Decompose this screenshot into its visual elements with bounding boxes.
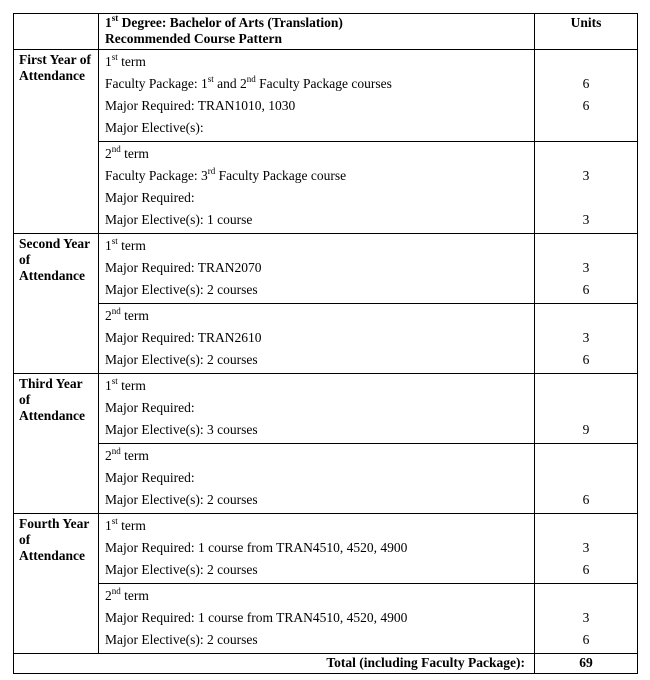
year-label: Third Year of Attendance xyxy=(14,374,99,514)
units-value: 3 xyxy=(582,610,590,625)
total-row xyxy=(14,654,638,674)
degree-title: 1st Degree: Bachelor of Arts (Translation) xyxy=(105,12,343,30)
units-cell xyxy=(535,444,638,514)
units-blank xyxy=(535,587,637,609)
units-value: 6 xyxy=(582,352,590,367)
term-row xyxy=(14,584,638,654)
course-line: Major Elective(s): 2 courses xyxy=(105,352,258,367)
units-value: 3 xyxy=(582,540,590,555)
course-line: Major Elective(s): 2 courses xyxy=(105,632,258,647)
units-cell xyxy=(535,584,638,654)
term-heading: 2nd term xyxy=(105,585,149,603)
units-value: 3 xyxy=(582,168,590,183)
units-blank xyxy=(535,447,637,469)
course-line: Major Required: xyxy=(105,470,195,485)
term-heading: 1st term xyxy=(105,515,146,533)
course-line: Faculty Package: 1st and 2nd Faculty Package courses xyxy=(105,73,392,91)
units-cell xyxy=(535,304,638,374)
units-value: 6 xyxy=(582,632,590,647)
units-blank xyxy=(535,517,637,539)
course-cell xyxy=(99,142,535,234)
table-body xyxy=(14,50,638,654)
term-row xyxy=(14,50,638,142)
units-value: 9 xyxy=(582,422,590,437)
course-line: Major Elective(s): 2 courses xyxy=(105,492,258,507)
units-blank xyxy=(535,307,637,329)
units-value xyxy=(535,189,637,211)
term-heading: 2nd term xyxy=(105,445,149,463)
course-cell xyxy=(99,374,535,444)
term-heading: 2nd term xyxy=(105,305,149,323)
header-title-cell xyxy=(99,14,535,50)
year-label: Second Year of Attendance xyxy=(14,234,99,374)
units-value: 6 xyxy=(582,98,590,113)
term-row xyxy=(14,304,638,374)
units-value xyxy=(535,469,637,491)
header-row xyxy=(14,14,638,50)
term-row xyxy=(14,514,638,584)
units-value: 6 xyxy=(582,562,590,577)
units-cell xyxy=(535,50,638,142)
course-line: Major Elective(s): 1 course xyxy=(105,212,253,227)
total-label: Total (including Faculty Package): xyxy=(14,654,535,674)
term-row xyxy=(14,374,638,444)
term-heading: 1st term xyxy=(105,235,146,253)
course-line: Major Required: TRAN2070 xyxy=(105,260,262,275)
units-value: 3 xyxy=(582,260,590,275)
term-row xyxy=(14,234,638,304)
units-cell xyxy=(535,234,638,304)
course-cell xyxy=(99,584,535,654)
term-row xyxy=(14,142,638,234)
course-line: Faculty Package: 3rd Faculty Package course xyxy=(105,165,347,183)
course-line: Major Required: TRAN2610 xyxy=(105,330,262,345)
course-line: Major Required: 1 course from TRAN4510, 4520, 4900 xyxy=(105,540,408,555)
units-blank xyxy=(535,377,637,399)
units-header: Units xyxy=(535,14,638,50)
course-line: Major Required: TRAN1010, 1030 xyxy=(105,98,296,113)
units-value: 6 xyxy=(582,282,590,297)
units-value xyxy=(535,399,637,421)
units-value: 3 xyxy=(582,212,590,227)
units-blank xyxy=(535,53,637,75)
course-cell xyxy=(99,50,535,142)
course-cell xyxy=(99,234,535,304)
units-value xyxy=(535,119,637,141)
term-heading: 2nd term xyxy=(105,143,149,161)
units-value: 6 xyxy=(582,76,590,91)
header-year-cell xyxy=(14,14,99,50)
units-blank xyxy=(535,237,637,259)
term-heading: 1st term xyxy=(105,375,146,393)
pattern-subtitle: Recommended Course Pattern xyxy=(105,31,282,46)
course-line: Major Required: 1 course from TRAN4510, 4520, 4900 xyxy=(105,610,408,625)
units-cell xyxy=(535,374,638,444)
course-line: Major Required: xyxy=(105,400,195,415)
units-cell xyxy=(535,142,638,234)
course-line: Major Elective(s): xyxy=(105,120,204,135)
course-line: Major Elective(s): 3 courses xyxy=(105,422,258,437)
course-cell xyxy=(99,444,535,514)
year-label: Fourth Year of Attendance xyxy=(14,514,99,654)
course-cell xyxy=(99,514,535,584)
year-label: First Year of Attendance xyxy=(14,50,99,234)
term-heading: 1st term xyxy=(105,51,146,69)
course-pattern-table xyxy=(13,13,638,674)
course-line: Major Elective(s): 2 courses xyxy=(105,562,258,577)
course-line: Major Elective(s): 2 courses xyxy=(105,282,258,297)
total-value: 69 xyxy=(535,654,638,674)
units-cell xyxy=(535,514,638,584)
units-blank xyxy=(535,145,637,167)
units-value: 6 xyxy=(582,492,590,507)
course-cell xyxy=(99,304,535,374)
units-value: 3 xyxy=(582,330,590,345)
term-row xyxy=(14,444,638,514)
course-line: Major Required: xyxy=(105,190,195,205)
